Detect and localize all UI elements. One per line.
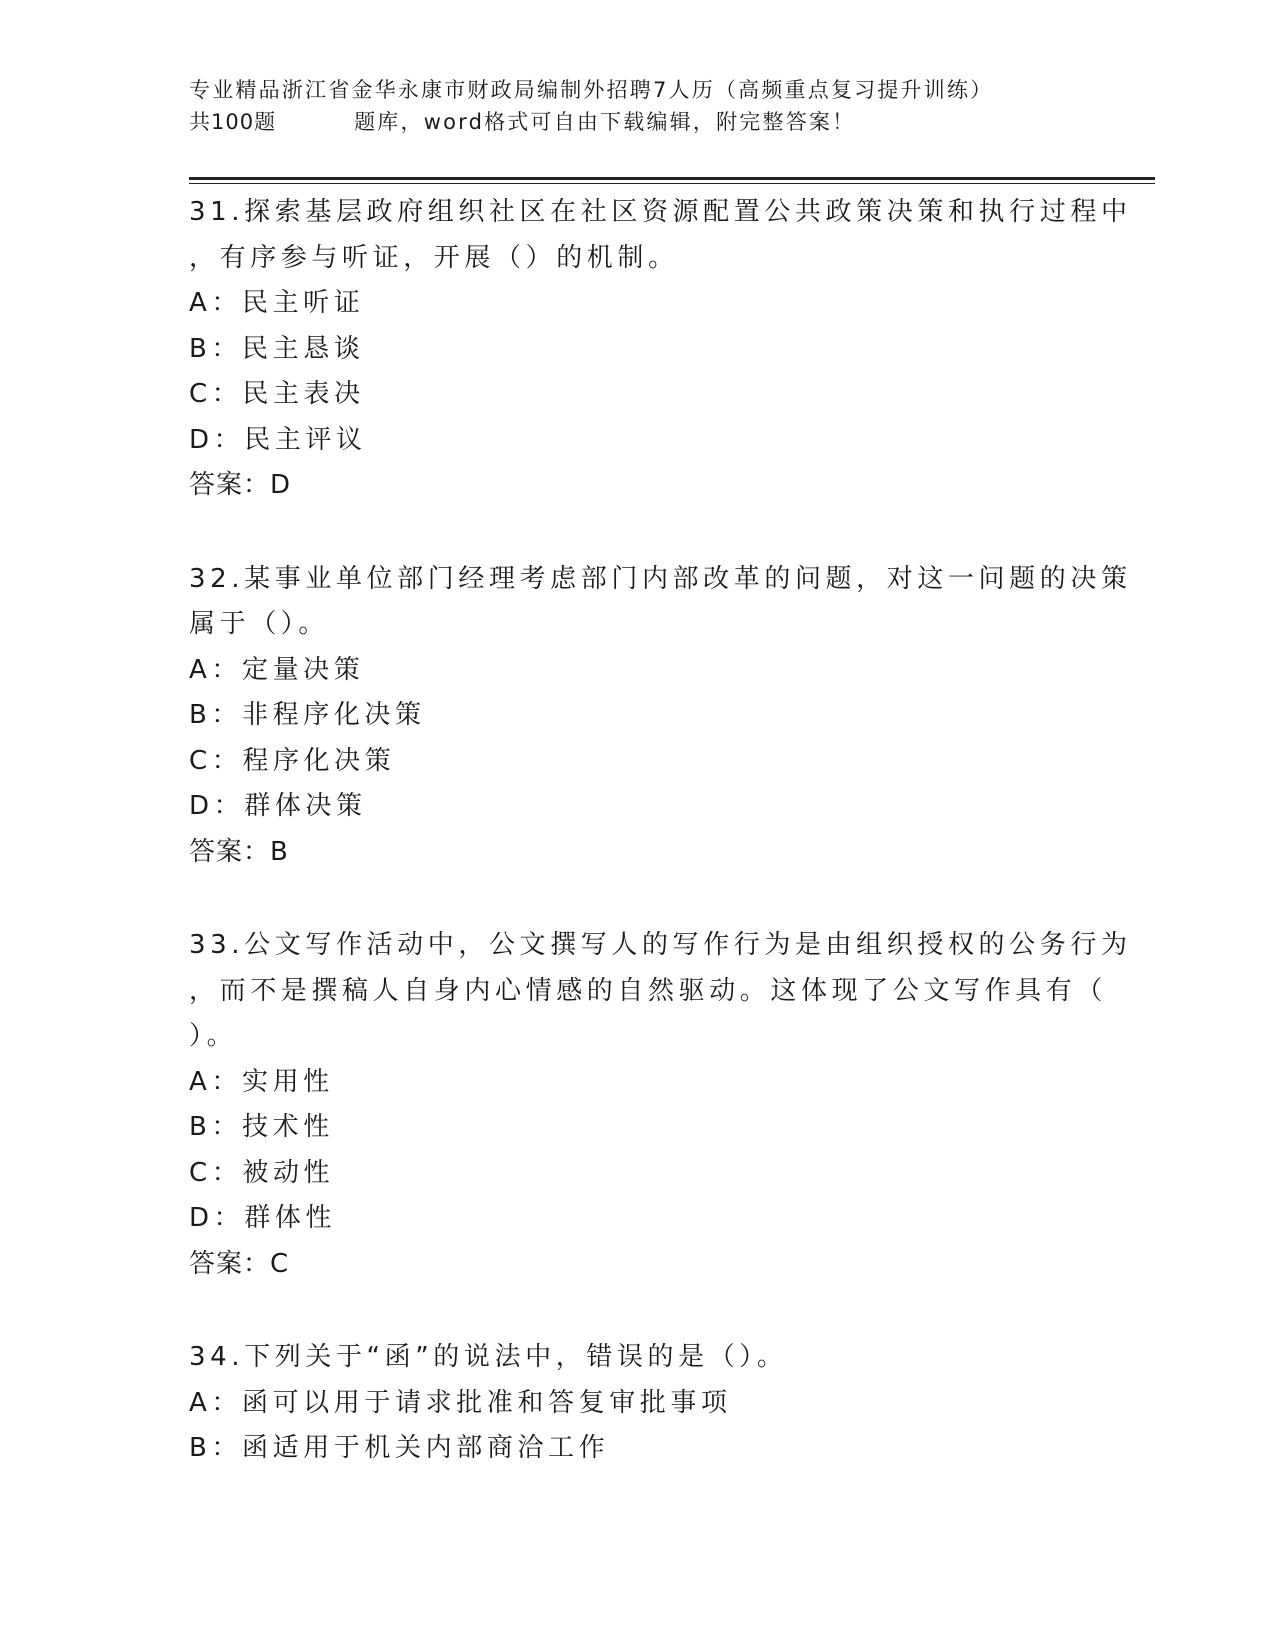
question-stem-line: ，有序参与听证，开展（）的机制。 xyxy=(189,242,679,273)
option-c: C：被动性 xyxy=(189,1157,335,1188)
option-b: B：非程序化决策 xyxy=(189,700,426,730)
option-d: D：民主评议 xyxy=(189,424,367,455)
answer: 答案：D xyxy=(189,470,292,500)
option-a: A：定量决策 xyxy=(189,654,365,685)
question-stem-line: 31.探索基层政府组织社区在社区资源配置公共政策决策和执行过程中 xyxy=(189,197,1132,227)
option-d: D：群体决策 xyxy=(189,791,367,821)
option-d: D：群体性 xyxy=(189,1203,337,1233)
option-b: B：函适用于机关内部商洽工作 xyxy=(189,1433,610,1463)
option-c: C：民主表决 xyxy=(189,379,365,409)
option-b: B：民主恳谈 xyxy=(189,333,365,364)
question-list xyxy=(189,190,1132,1472)
header-description: 题库，word格式可自由下载编辑，附完整答案！ xyxy=(354,110,856,134)
option-b: B：技术性 xyxy=(189,1112,334,1142)
question-stem-line: 属于（）。 xyxy=(189,609,330,639)
question-stem-line: 34.下列关于“函”的说法中，错误的是（）。 xyxy=(189,1342,788,1372)
option-a: A：民主听证 xyxy=(189,288,365,318)
document-header xyxy=(189,74,1089,138)
question-33 xyxy=(189,923,1132,1287)
question-stem-line: 33.公文写作活动中，公文撰写人的写作行为是由组织授权的公务行为 xyxy=(189,930,1132,960)
question-31 xyxy=(189,190,1132,509)
option-a: A：函可以用于请求批准和答复审批事项 xyxy=(189,1387,732,1418)
answer: 答案：C xyxy=(189,1248,290,1279)
question-count: 共100题 xyxy=(189,110,277,134)
header-divider-thick xyxy=(189,177,1155,180)
question-stem-line: ）。 xyxy=(189,1021,238,1051)
question-stem-line: ，而不是撰稿人自身内心情感的自然驱动。这体现了公文写作具有（ xyxy=(189,975,1108,1006)
question-32 xyxy=(189,557,1132,876)
option-a: A：实用性 xyxy=(189,1066,334,1097)
answer: 答案：B xyxy=(189,836,289,867)
header-subtitle xyxy=(189,106,1089,138)
question-stem-line: 32.某事业单位部门经理考虑部门内部改革的问题，对这一问题的决策 xyxy=(189,563,1132,594)
option-c: C：程序化决策 xyxy=(189,745,396,776)
header-divider-thin xyxy=(189,183,1155,184)
question-34 xyxy=(189,1335,1089,1472)
header-title: 专业精品浙江省金华永康市财政局编制外招聘7人历（高频重点复习提升训练） xyxy=(189,78,994,102)
